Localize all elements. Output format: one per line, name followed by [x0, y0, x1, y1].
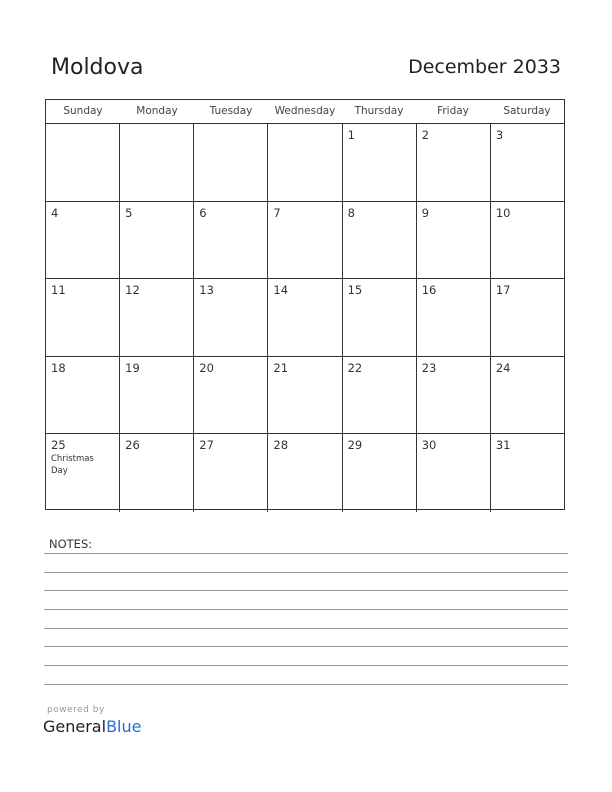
day-cell	[194, 434, 268, 512]
day-cell	[194, 357, 268, 434]
day-cell	[46, 279, 120, 356]
week-row	[46, 124, 564, 202]
holiday-label: Christmas Day	[51, 454, 94, 477]
day-cell	[417, 124, 491, 201]
day-number: 2	[421, 128, 430, 142]
day-number: 28	[273, 438, 289, 453]
day-number: 26	[125, 438, 140, 453]
day-cell	[417, 279, 491, 356]
day-cell	[120, 279, 194, 356]
weekday-tuesday: Tuesday	[209, 105, 253, 117]
day-cell	[491, 357, 564, 434]
day-number: 13	[199, 283, 214, 298]
day-number: 15	[347, 283, 363, 298]
day-number: 17	[495, 283, 511, 298]
note-line	[44, 684, 568, 685]
day-number: 5	[125, 205, 133, 220]
day-cell	[268, 357, 342, 434]
weekday-friday: Friday	[437, 105, 469, 117]
day-number: 10	[495, 205, 511, 220]
day-cell	[268, 279, 342, 356]
brand-blue: Blue	[106, 717, 142, 736]
day-cell	[417, 357, 491, 434]
day-number: 18	[51, 360, 66, 375]
day-cell	[268, 434, 342, 512]
day-cell	[120, 202, 194, 279]
note-line	[44, 628, 568, 629]
note-line	[44, 553, 568, 554]
week-row	[46, 202, 564, 280]
weekday-thursday: Thursday	[354, 105, 404, 117]
powered-by-text: powered by	[47, 705, 105, 715]
day-cell	[417, 434, 491, 512]
day-cell	[120, 434, 194, 512]
day-number: 7	[273, 205, 281, 220]
note-line	[44, 646, 568, 647]
day-cell	[120, 124, 194, 201]
note-line	[44, 590, 568, 591]
brand-general: General	[43, 717, 107, 736]
day-number: 23	[421, 360, 437, 375]
weekday-sunday: Sunday	[63, 105, 103, 117]
day-cell	[343, 357, 417, 434]
country-title: Moldova	[51, 55, 144, 80]
weekday-saturday: Saturday	[503, 105, 551, 117]
day-number: 12	[125, 283, 140, 298]
week-row	[46, 279, 564, 357]
weekday-monday: Monday	[136, 105, 178, 117]
day-cell	[46, 124, 120, 201]
day-cell	[46, 434, 120, 512]
day-cell	[417, 202, 491, 279]
week-row	[46, 357, 564, 435]
day-number: 19	[125, 360, 140, 375]
day-cell	[194, 279, 268, 356]
day-number: 4	[51, 205, 59, 220]
day-cell	[343, 279, 417, 356]
day-number: 25	[51, 438, 66, 453]
day-number: 20	[199, 360, 214, 375]
day-number: 24	[495, 360, 511, 375]
day-cell	[194, 202, 268, 279]
day-number: 9	[421, 205, 430, 220]
day-number: 8	[347, 205, 355, 220]
day-number: 1	[347, 128, 355, 142]
weekday-wednesday: Wednesday	[274, 105, 336, 117]
day-number: 16	[421, 283, 437, 298]
day-cell	[343, 434, 417, 512]
day-number: 11	[51, 283, 66, 298]
day-number: 27	[199, 438, 214, 453]
note-line	[44, 572, 568, 573]
day-cell	[268, 202, 342, 279]
month-title: December 2033	[408, 56, 561, 78]
day-number: 30	[421, 438, 437, 453]
calendar-weeks	[46, 124, 564, 512]
day-cell	[491, 202, 564, 279]
note-line	[44, 665, 568, 666]
day-number: 31	[495, 438, 511, 453]
calendar-grid	[45, 99, 565, 510]
day-number: 6	[199, 205, 207, 220]
day-number: 29	[347, 438, 363, 453]
note-line	[44, 609, 568, 610]
day-cell	[268, 124, 342, 201]
day-cell	[343, 124, 417, 201]
day-number: 21	[273, 360, 289, 375]
day-number: 3	[495, 128, 504, 142]
day-cell	[194, 124, 268, 201]
day-cell	[46, 202, 120, 279]
day-cell	[491, 434, 564, 512]
day-cell	[491, 279, 564, 356]
week-row	[46, 434, 564, 512]
day-cell	[491, 124, 564, 201]
day-cell	[46, 357, 120, 434]
day-cell	[343, 202, 417, 279]
weekday-header	[46, 100, 564, 124]
brand-logo[interactable]	[43, 717, 141, 736]
day-cell	[120, 357, 194, 434]
day-number: 14	[273, 283, 289, 298]
day-number: 22	[347, 360, 363, 375]
notes-label: NOTES:	[49, 537, 93, 551]
